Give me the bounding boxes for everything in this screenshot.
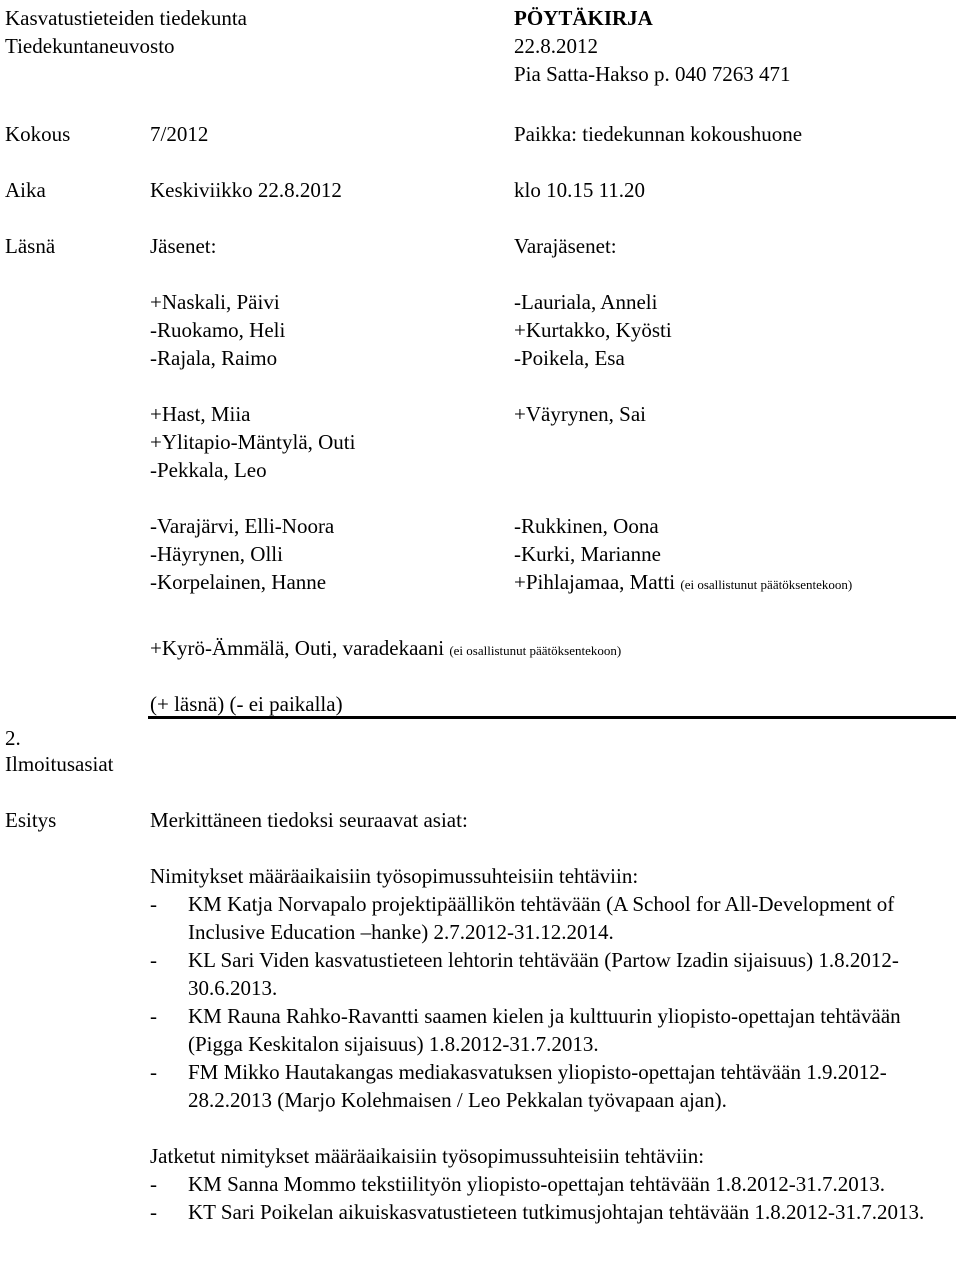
aika-value: Keskiviikko 22.8.2012 xyxy=(150,178,342,202)
extensions-heading: Jatketut nimitykset määräaikaisiin työsopimussuhteisiin tehtäviin: xyxy=(150,1144,705,1168)
list-dash: - xyxy=(150,892,157,916)
members-header: Jäsenet: xyxy=(150,234,217,258)
list-item xyxy=(150,1002,940,1058)
list-item-text: FM Mikko Hautakangas mediakasvatuksen yliopisto-opettajan tehtävään 1.9.2012-28.2.2013 (Marjo Kolehmaisen / Leo Pekkalan työvapaan ajan). xyxy=(188,1060,887,1112)
vice-dean-entry xyxy=(150,634,621,665)
appointments-list xyxy=(150,890,940,1114)
list-item xyxy=(150,1058,940,1114)
member-entry: -Häyrynen, Olli xyxy=(150,542,283,566)
member-entry: -Rajala, Raimo xyxy=(150,346,278,370)
appointments-heading: Nimitykset määräaikaisiin työsopimussuhteisiin tehtäviin: xyxy=(150,864,639,888)
list-item xyxy=(150,946,940,1002)
list-item-text: KT Sari Poikelan aikuiskasvatustieteen tutkimusjohtajan tehtävään 1.8.2012-31.7.2013. xyxy=(188,1200,925,1224)
extensions-list xyxy=(150,1170,940,1226)
section-number: 2. xyxy=(5,726,21,750)
list-item xyxy=(150,890,940,946)
member-entry: -Ruokamo, Heli xyxy=(150,318,286,342)
contact-info: Pia Satta-Hakso p. 040 7263 471 xyxy=(514,62,791,86)
section-divider xyxy=(148,716,956,719)
member-entry: +Naskali, Päivi xyxy=(150,290,280,314)
attendance-legend: (+ läsnä) (- ei paikalla) xyxy=(150,692,343,716)
member-entry: -Varajärvi, Elli-Noora xyxy=(150,514,335,538)
council-name: Tiedekuntaneuvosto xyxy=(5,34,175,58)
member-entry: -Pekkala, Leo xyxy=(150,458,267,482)
list-item xyxy=(150,1198,940,1226)
list-item-text: KL Sari Viden kasvatustieteen lehtorin tehtävään (Partow Izadin sijaisuus) 1.8.2012-30.6.2013. xyxy=(188,948,899,1000)
deputy-entry xyxy=(514,568,852,599)
list-item-text: KM Sanna Mommo tekstiilityön yliopisto-opettajan tehtävään 1.8.2012-31.7.2013. xyxy=(188,1172,885,1196)
list-dash: - xyxy=(150,948,157,972)
vice-dean-name: +Kyrö-Ämmälä, Outi, varadekaani xyxy=(150,636,445,660)
meeting-place: Paikka: tiedekunnan kokoushuone xyxy=(514,122,803,146)
deputy-entry: +Kurtakko, Kyösti xyxy=(514,318,672,342)
member-entry: +Hast, Miia xyxy=(150,402,251,426)
deputy-entry: -Rukkinen, Oona xyxy=(514,514,659,538)
esitys-label: Esitys xyxy=(5,808,57,832)
document-type: PÖYTÄKIRJA xyxy=(514,6,653,30)
deputy-entry: -Lauriala, Anneli xyxy=(514,290,658,314)
deputy-entry: -Poikela, Esa xyxy=(514,346,625,370)
list-item xyxy=(150,1170,940,1198)
member-entry: -Korpelainen, Hanne xyxy=(150,570,327,594)
aika-label: Aika xyxy=(5,178,46,202)
kokous-label: Kokous xyxy=(5,122,71,146)
faculty-name: Kasvatustieteiden tiedekunta xyxy=(5,6,248,30)
document-date: 22.8.2012 xyxy=(514,34,598,58)
list-dash: - xyxy=(150,1060,157,1084)
kokous-value: 7/2012 xyxy=(150,122,209,146)
present-label: Läsnä xyxy=(5,234,56,258)
non-participation-note: (ei osallistunut päätöksentekoon) xyxy=(449,643,622,658)
list-dash: - xyxy=(150,1004,157,1028)
list-dash: - xyxy=(150,1172,157,1196)
section-title: Ilmoitusasiat xyxy=(5,752,114,776)
deputies-header: Varajäsenet: xyxy=(514,234,617,258)
list-item-text: KM Katja Norvapalo projektipäällikön tehtävään (A School for All-Development of Inclusive Education –hanke) 2.7.2012-31.12.2014. xyxy=(188,892,895,944)
list-item-text: KM Rauna Rahko-Ravantti saamen kielen ja kulttuurin yliopisto-opettajan tehtävään (Pigga Keskitalon sijaisuus) 1.8.2012-31.7.2013. xyxy=(188,1004,901,1056)
member-entry: +Ylitapio-Mäntylä, Outi xyxy=(150,430,356,454)
esitys-intro: Merkittäneen tiedoksi seuraavat asiat: xyxy=(150,808,468,832)
deputy-entry: -Kurki, Marianne xyxy=(514,542,661,566)
list-dash: - xyxy=(150,1200,157,1224)
deputy-name: +Pihlajamaa, Matti xyxy=(514,570,676,594)
non-participation-note: (ei osallistunut päätöksentekoon) xyxy=(680,577,853,592)
deputy-entry: +Väyrynen, Sai xyxy=(514,402,646,426)
meeting-time: klo 10.15 11.20 xyxy=(514,178,646,202)
